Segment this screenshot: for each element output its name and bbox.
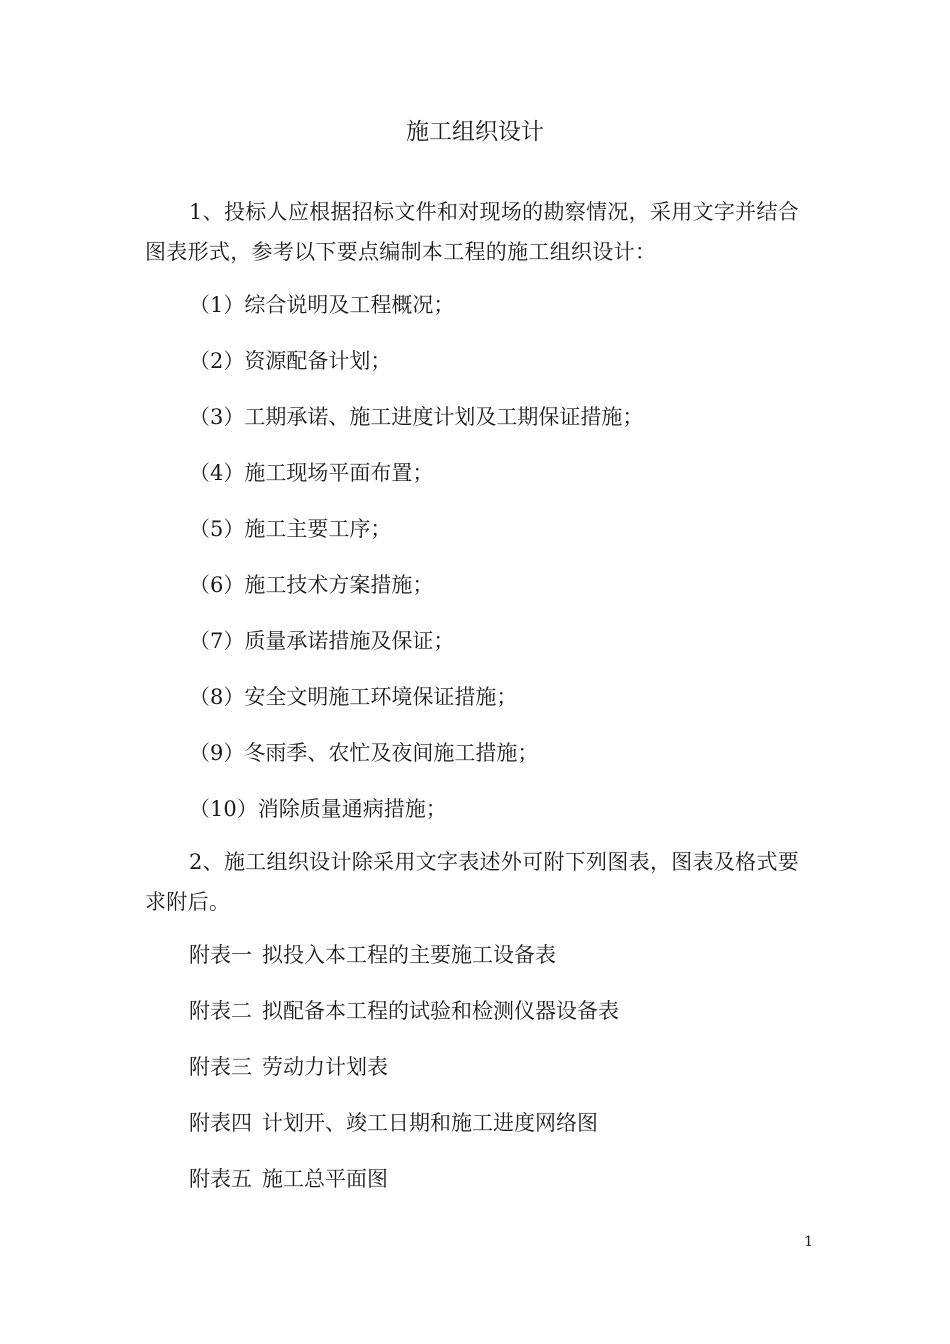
appendix-label: 附表二 xyxy=(189,999,252,1023)
list-item: （10）消除质量通病措施； xyxy=(189,797,447,821)
list-item: （2）资源配备计划； xyxy=(189,349,392,373)
paragraph-intro: 1、投标人应根据招标文件和对现场的勘察情况，采用文字并结合图表形式，参考以下要点编制本工程的施工组织设计： xyxy=(145,200,800,264)
list-item: （9）冬雨季、农忙及夜间施工措施； xyxy=(189,741,539,765)
list-item: （6）施工技术方案措施； xyxy=(189,573,434,597)
appendix-text: 施工总平面图 xyxy=(262,1167,388,1191)
list-item: （1）综合说明及工程概况； xyxy=(189,293,455,317)
list-item: （5）施工主要工序； xyxy=(189,517,392,541)
appendix-label: 附表四 xyxy=(189,1111,252,1135)
appendix-text: 拟投入本工程的主要施工设备表 xyxy=(262,943,556,967)
appendix-label: 附表三 xyxy=(189,1055,252,1079)
appendix-text: 拟配备本工程的试验和检测仪器设备表 xyxy=(262,999,619,1023)
list-item: （3）工期承诺、施工进度计划及工期保证措施； xyxy=(189,405,644,429)
appendix-item xyxy=(145,983,813,1039)
appendix-text: 计划开、竣工日期和施工进度网络图 xyxy=(262,1111,598,1135)
appendix-item xyxy=(145,1039,813,1095)
document-body xyxy=(145,193,813,1207)
appendix-label: 附表一 xyxy=(189,943,252,967)
appendix-text: 劳动力计划表 xyxy=(262,1055,388,1079)
requirement-list xyxy=(145,277,813,837)
list-item: （7）质量承诺措施及保证； xyxy=(189,629,455,653)
appendix-label: 附表五 xyxy=(189,1167,252,1191)
document-title: 施工组织设计 xyxy=(406,119,544,145)
list-item: （8）安全文明施工环境保证措施； xyxy=(189,685,518,709)
appendix-item xyxy=(145,1095,813,1151)
appendix-item xyxy=(145,927,813,983)
paragraph-appendix-intro: 2、施工组织设计除采用文字表述外可附下列图表，图表及格式要求附后。 xyxy=(145,850,800,914)
appendix-item xyxy=(145,1151,813,1207)
list-item: （4）施工现场平面布置； xyxy=(189,461,434,485)
page-number: 1 xyxy=(804,1234,813,1250)
appendix-list xyxy=(145,927,813,1207)
